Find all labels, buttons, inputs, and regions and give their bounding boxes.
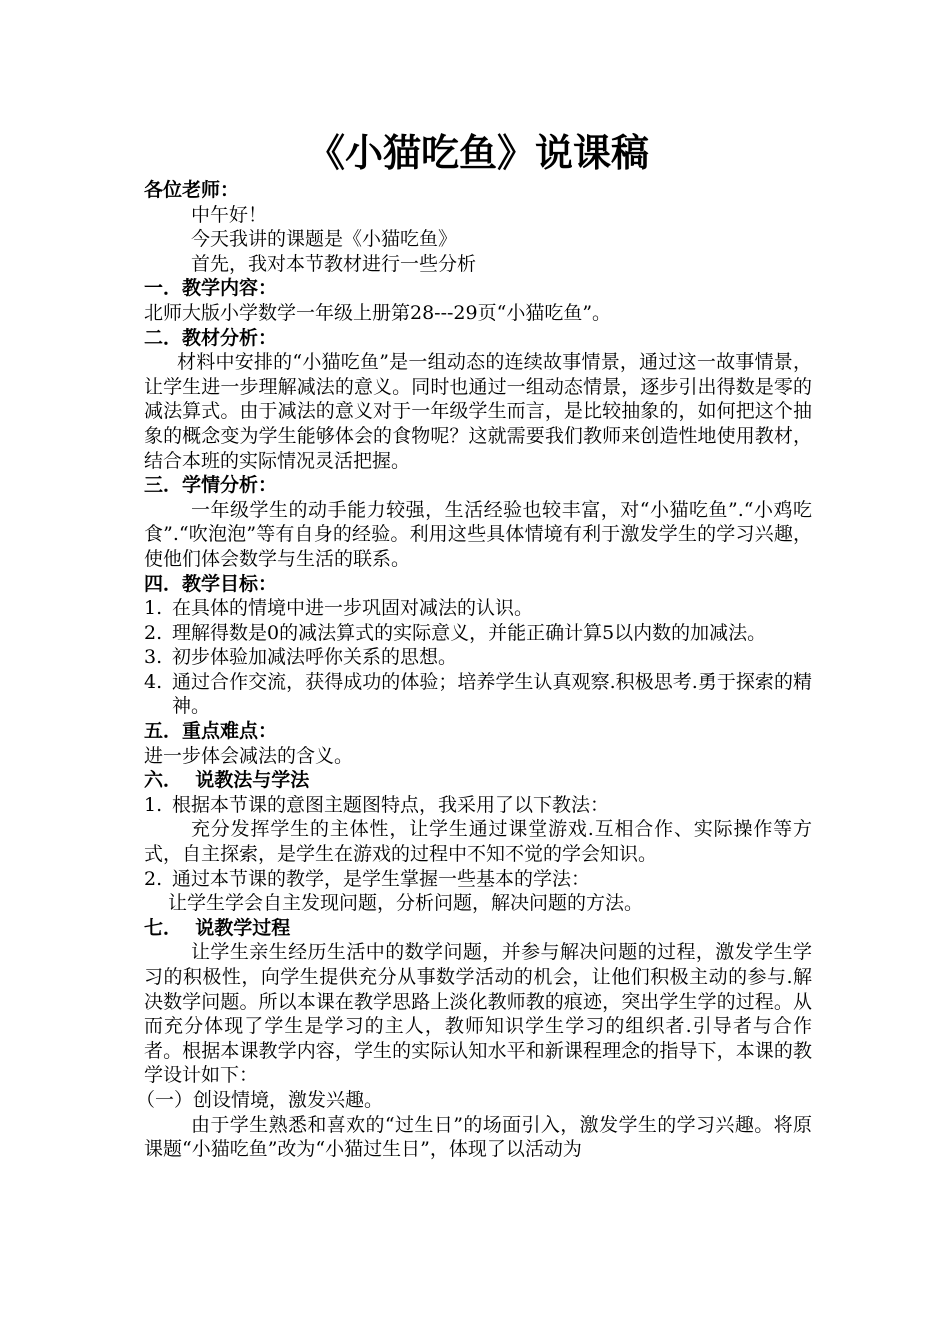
section-heading-students: 三．学情分析： bbox=[144, 474, 278, 497]
section-heading-material: 二．教材分析： bbox=[144, 326, 278, 349]
method-number: 2. bbox=[144, 867, 163, 890]
goal-text: 在具体的情境中进一步巩固对减法的认识。 bbox=[172, 597, 534, 620]
goal-text: 通过合作交流，获得成功的体验；培养学生认真观察.积极思考.勇于探索的精神。 bbox=[172, 670, 812, 718]
intro-line: 中午好！ bbox=[191, 203, 268, 226]
goal-number: 3. bbox=[144, 646, 163, 669]
intro-line: 首先，我对本节教材进行一些分析 bbox=[191, 252, 477, 275]
goal-item bbox=[144, 670, 812, 719]
process-paragraph: 让学生亲生经历生活中的数学问题，并参与解决问题的过程，激发学生学习的积极性，向学生提供充分从事数学活动的机会，让他们积极主动的参与.解决数学问题。所以本课在教学思路上淡化教师教的痕迹，突出学生学的过程。从而充分体现了学生是学习的主人，教师知识学生学习的组织者.引导者与合作者。根据本课教学内容，学生的实际认知水平和新课程理念的指导下，本课的教学设计如下： bbox=[144, 941, 812, 1087]
section-heading-process: 七． 说教学过程 bbox=[144, 916, 291, 939]
process-subheading: （一）创设情境，激发兴趣。 bbox=[136, 1088, 384, 1111]
section-text-material: 材料中安排的“小猫吃鱼”是一组动态的连续故事情景，通过这一故事情景，让学生进一步理解减法的意义。同时也通过一组动态情景，逐步引出得数是零的减法算式。由于减法的意义对于一年级学生而言，是比较抽象的，如何把这个抽象的概念变为学生能够体会的食物呢？这就需要我们教师来创造性地使用教材，结合本班的实际情况灵活把握。 bbox=[144, 351, 812, 472]
goal-number: 1. bbox=[144, 597, 163, 620]
greeting: 各位老师： bbox=[144, 179, 240, 201]
goal-item bbox=[144, 596, 812, 621]
method-number: 1. bbox=[144, 793, 163, 816]
method-item bbox=[144, 793, 812, 818]
method-paragraph: 充分发挥学生的主体性，让学生通过课堂游戏.互相合作、实际操作等方式，自主探索，是学生在游戏的过程中不知不觉的学会知识。 bbox=[144, 818, 812, 866]
goal-item bbox=[144, 645, 812, 670]
section-text-content: 北师大版小学数学一年级上册第28---29页“小猫吃鱼”。 bbox=[144, 301, 612, 324]
section-text-key-points: 进一步体会减法的含义。 bbox=[144, 744, 354, 767]
section-heading-key-points: 五．重点难点： bbox=[144, 720, 278, 743]
goal-number: 2. bbox=[144, 621, 163, 644]
goal-number: 4. bbox=[144, 670, 163, 693]
section-heading-content: 一．教学内容： bbox=[144, 277, 278, 300]
method-item bbox=[144, 867, 812, 892]
section-heading-methods: 六． 说教法与学法 bbox=[144, 769, 310, 792]
section-heading-goals: 四．教学目标： bbox=[144, 572, 278, 595]
method-text: 通过本节课的教学，是学生掌握一些基本的学法： bbox=[172, 867, 591, 890]
section-text-students: 一年级学生的动手能力较强，生活经验也较丰富，对“小猫吃鱼”.“小鸡吃食”.“吹泡泡”等有自身的经验。利用这些具体情境有利于激发学生的学习兴趣，使他们体会数学与生活的联系。 bbox=[144, 498, 812, 570]
method-paragraph: 让学生学会自主发现问题，分析问题，解决问题的方法。 bbox=[168, 892, 644, 915]
goal-text: 理解得数是0的减法算式的实际意义，并能正确计算5以内数的加减法。 bbox=[172, 621, 767, 644]
document-title: 《小猫吃鱼》说课稿 bbox=[306, 130, 649, 175]
process-paragraph: 由于学生熟悉和喜欢的“过生日”的场面引入，激发学生的学习兴趣。将原课题“小猫吃鱼”改为“小猫过生日”，体现了以活动为 bbox=[144, 1113, 812, 1161]
intro-line: 今天我讲的课题是《小猫吃鱼》 bbox=[191, 228, 458, 251]
method-text: 根据本节课的意图主题图特点，我采用了以下教法： bbox=[172, 793, 610, 816]
document-body bbox=[136, 128, 812, 1162]
goal-item bbox=[144, 621, 812, 646]
goal-text: 初步体验加减法呼你关系的思想。 bbox=[172, 646, 458, 669]
